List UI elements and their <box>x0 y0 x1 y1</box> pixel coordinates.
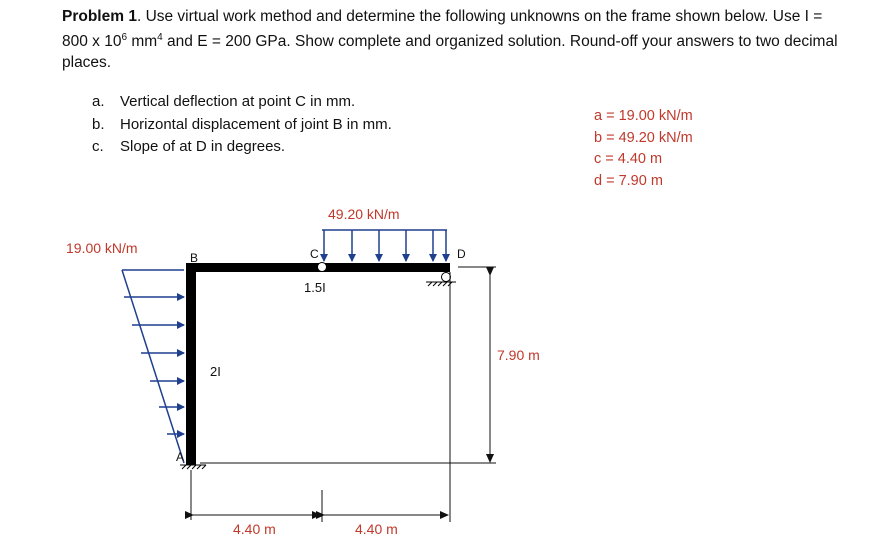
question-letter: b. <box>92 115 105 133</box>
column-i-label: 2I <box>210 364 221 379</box>
point-c-label: C <box>310 247 319 261</box>
hinge-c <box>318 263 327 272</box>
udl-label: 49.20 kN/m <box>328 206 400 222</box>
problem-text-2: and E = 200 GPa. Show complete and organized solution. Round-off your answers to two decimal places. <box>62 33 838 72</box>
point-a-label: A <box>176 450 185 464</box>
question-letter: c. <box>92 138 104 155</box>
column-ab <box>186 263 196 465</box>
support-d <box>426 273 456 287</box>
point-b-label: B <box>190 251 199 265</box>
given-c: c = 4.40 m <box>594 151 663 167</box>
span-dimension <box>191 272 450 522</box>
point-d-label: D <box>457 247 466 261</box>
exponent-6: 6 <box>121 32 128 43</box>
problem-text-1: . Use virtual work method and determine the following unknowns on the frame shown below. Use I = 800 x 10 <box>62 8 823 51</box>
support-a <box>180 465 206 469</box>
span1-label: 4.40 m <box>233 521 276 537</box>
span2-label: 4.40 m <box>355 521 398 537</box>
triangular-load <box>122 270 184 463</box>
given-d: d = 7.90 m <box>594 172 663 189</box>
question-text: Horizontal displacement of joint B in mm. <box>120 115 392 133</box>
given-a: a = 19.00 kN/m <box>594 108 693 124</box>
udl-load <box>322 230 447 261</box>
beam-i-label: 1.5I <box>304 280 326 295</box>
problem-heading: Problem 1 <box>62 8 137 25</box>
given-b: b = 49.20 kN/m <box>594 129 693 146</box>
height-dimension <box>200 267 496 463</box>
question-text: Slope of at D in degrees. <box>120 138 286 155</box>
height-label: 7.90 m <box>497 347 540 363</box>
unit-mm: mm <box>127 33 158 51</box>
tri-load-label: 19.00 kN/m <box>66 240 138 256</box>
question-text: Vertical deflection at point C in mm. <box>120 93 356 110</box>
exponent-4: 4 <box>157 32 163 43</box>
question-letter: a. <box>92 93 105 110</box>
